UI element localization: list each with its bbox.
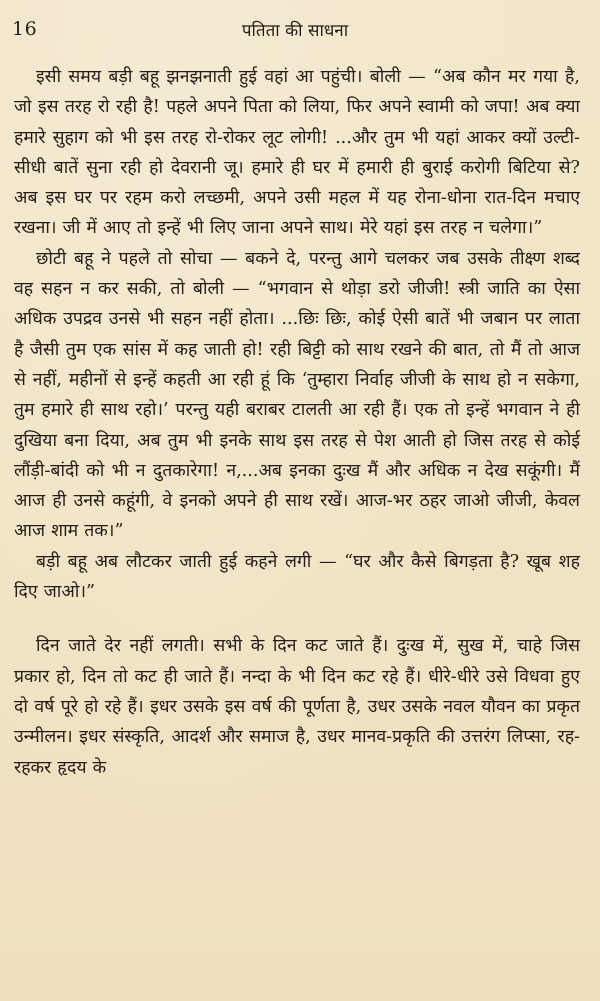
paragraph: छोटी बहू ने पहले तो सोचा — बकने दे, परन्तु आगे चलकर जब उसके तीक्ष्ण शब्द वह सहन न कर सकी, तो बोली — “भगवान से थोड़ा डरो जीजी! स्त्री जाति का ऐसा अधिक उपद्रव उनसे भी सहन नहीं होता। ...छिः छिः, कोई ऐसी बातें भी जबान पर लाता है जैसी तुम एक सांस में कह जाती हो! रही बिट्टी को साथ रखने की बात, तो मैं तो आज से नहीं, महीनों से इन्हें कहती आ रही हूं कि ‘तुम्हारा निर्वाह जीजी के साथ हो न सकेगा, तुम हमारे ही साथ रहो।’ परन्तु यही बराबर टालती आ रही हैं। एक तो इन्हें भगवान ने ही दुखिया बना दिया, अब तुम भी इनके साथ इस तरह से पेश आती हो जिस तरह से कोई लौंड़ी-बांदी को भी न दुतकारेगा! न,...अब इनका दुःख मैं और अधिक न देख सकूंगी। मैं आज ही उनसे कहूंगी, वे इनको अपने ही साथ रखें। आज-भर ठहर जाओ जीजी, केवल आज शाम तक।”	[14, 248, 580, 542]
paragraph: इसी समय बड़ी बहू झनझनाती हुई वहां आ पहुंची। बोली — “अब कौन मर गया है, जो इस तरह रो रही है! पहले अपने पिता को लिया, फिर अपने स्वामी को जपा! अब क्या हमारे सुहाग को भी इस तरह रो-रोकर लूट लोगी! ...और तुम भी यहां आकर क्यों उल्टी-सीधी बातें सुना रही हो देवरानी जू। हमारे ही घर में हमारी ही बुराई करोगी बिटिया से? अब इस घर पर रहम करो लच्छमी, अपने उसी महल में यह रोना-धोना रात-दिन मचाए रखना। जी में आए तो इन्हें भी लिए जाना अपने साथ। मेरे यहां इस तरह न चलेगा।”	[14, 67, 580, 239]
running-title: पतिता की साधना	[241, 21, 349, 41]
page-header	[10, 14, 580, 50]
page-number: 16	[12, 18, 38, 40]
paragraph: बड़ी बहू अब लौटकर जाती हुई कहने लगी — “घर और कैसे बिगड़ता है? खूब शह दिए जाओ।”	[14, 551, 580, 603]
paragraph: दिन जाते देर नहीं लगती। सभी के दिन कट जाते हैं। दुःख में, सुख में, चाहे जिस प्रकार हो, दिन तो कट ही जाते हैं। नन्दा के भी दिन कट रहे हैं। धीरे-धीरे उसे विधवा हुए दो वर्ष पूरे हो रहे हैं। इधर उसके इस वर्ष की पूर्णता है, उधर उसके नवल यौवन का प्रकृत उन्मीलन। इधर संस्कृति, आदर्श और समाज है, उधर मानव-प्रकृति की उत्तरंग लिप्सा, रह-रहकर हृदय के	[14, 636, 580, 778]
body-text	[10, 62, 580, 783]
